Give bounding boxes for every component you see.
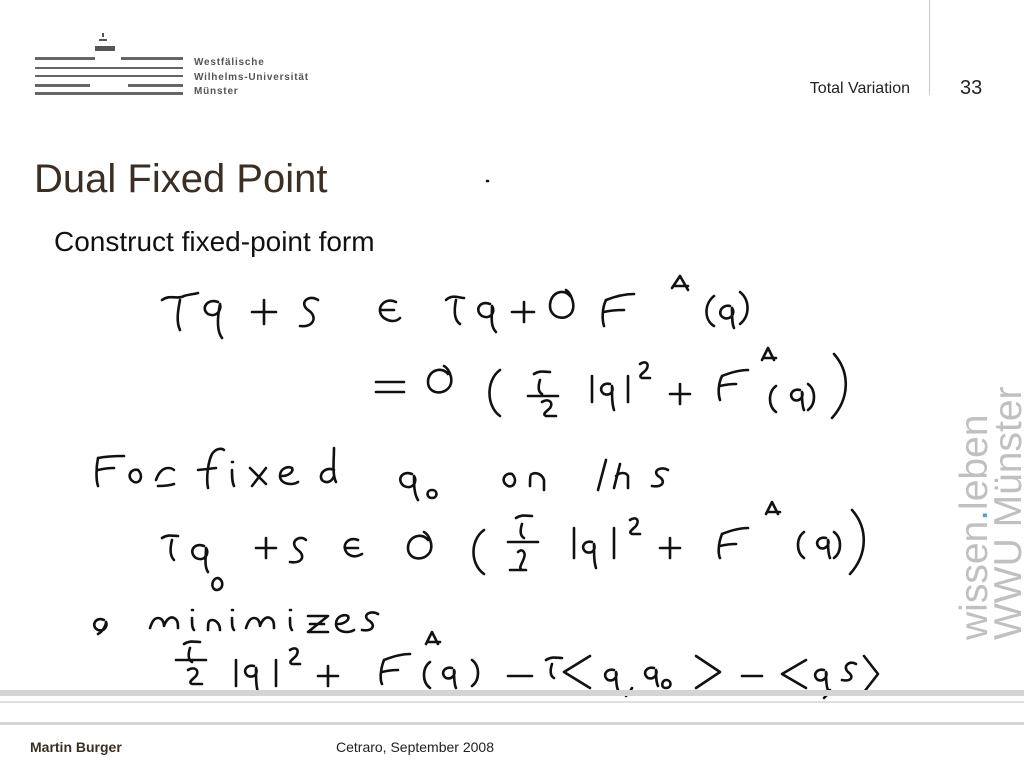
university-name-line-1: Westfälische	[194, 57, 265, 68]
footer-rule-top	[0, 690, 1024, 696]
wwu-brand-mark	[953, 386, 1030, 641]
university-name-line-2: Wilhelms-Universität	[194, 71, 309, 83]
footer-rule-bottom	[0, 722, 1024, 725]
brand-wwu-muenster: WWU Münster	[987, 386, 1030, 640]
footer-rule-thin	[0, 701, 1024, 703]
footer-author: Martin Burger	[30, 739, 122, 755]
brand-word-wissen: wissen	[953, 520, 996, 640]
brand-dot: .	[953, 509, 996, 521]
section-title: Total Variation	[809, 80, 910, 97]
page-number: 33	[960, 77, 983, 99]
slide-subtitle: Construct fixed-point form	[54, 226, 375, 257]
slide-title: Dual Fixed Point	[34, 157, 328, 201]
brand-word-leben: leben	[953, 414, 996, 510]
university-name-line-3: Münster	[194, 86, 239, 97]
footer-venue: Cetraro, September 2008	[336, 739, 494, 755]
